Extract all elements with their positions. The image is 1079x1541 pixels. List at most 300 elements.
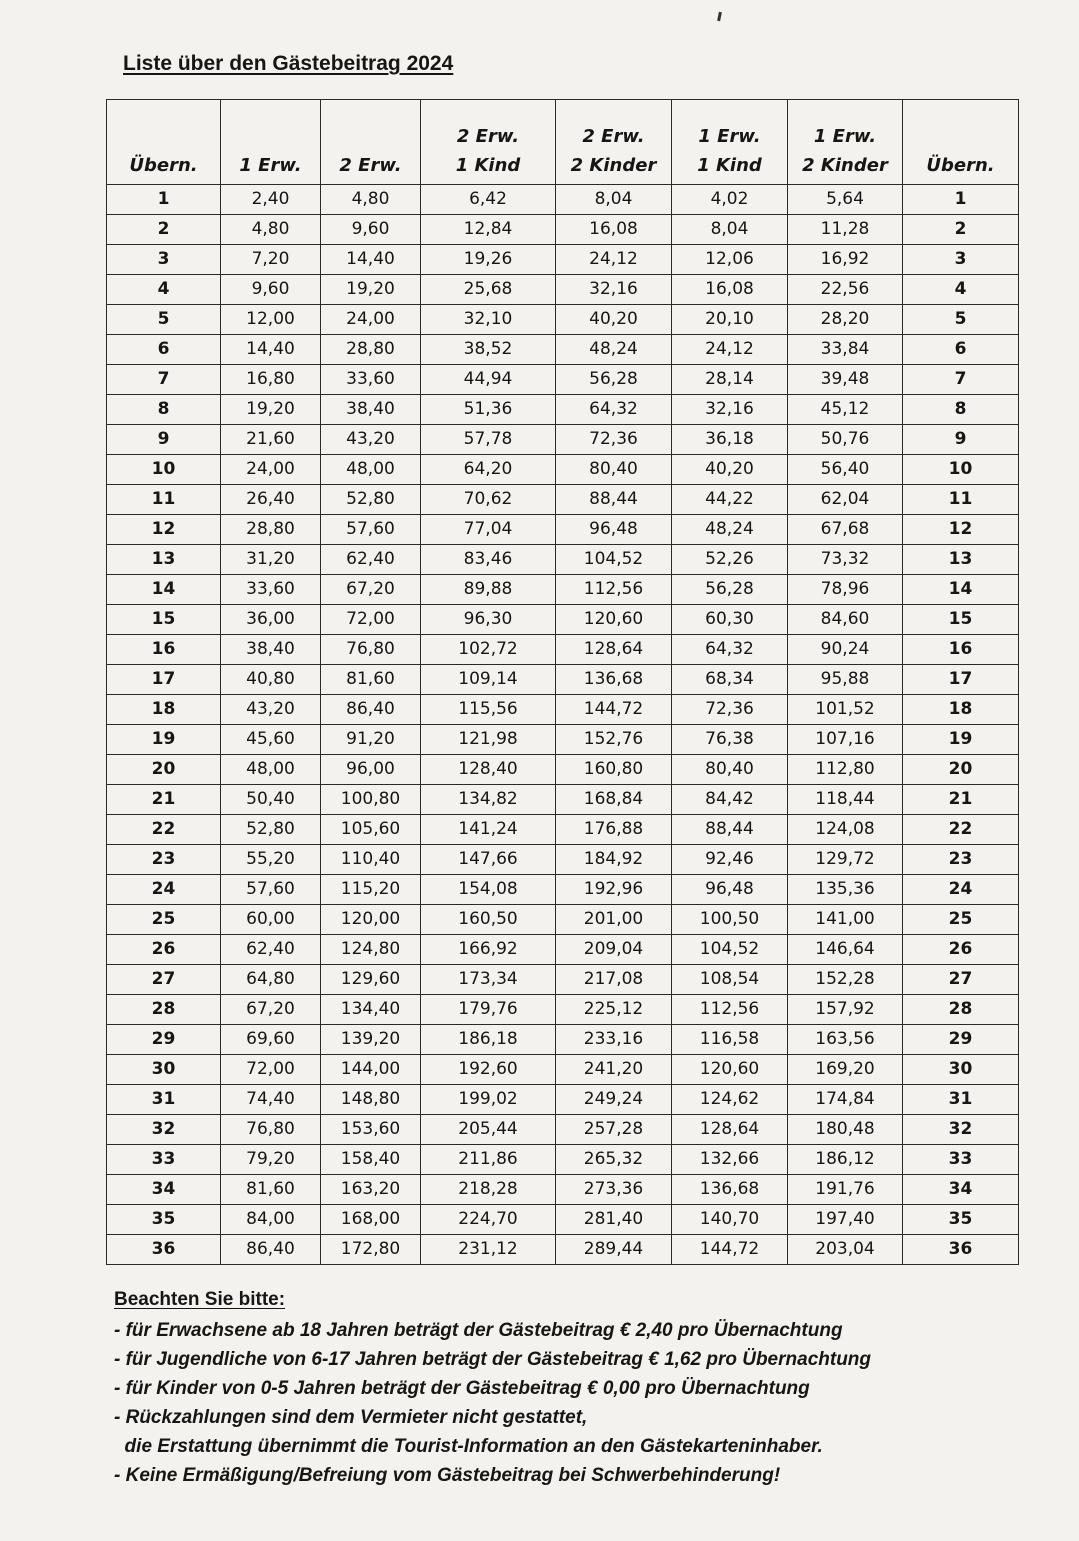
fee-cell: 120,60 xyxy=(556,605,672,635)
fee-cell: 96,30 xyxy=(421,605,556,635)
fee-cell: 146,64 xyxy=(788,935,903,965)
table-row xyxy=(107,245,1019,275)
notes-section xyxy=(114,1289,1044,1490)
fee-cell: 144,00 xyxy=(321,1055,421,1085)
fee-cell: 14,40 xyxy=(221,335,321,365)
fee-cell: 80,40 xyxy=(672,755,788,785)
table-row xyxy=(107,1205,1019,1235)
fee-cell: 48,00 xyxy=(321,455,421,485)
fee-cell: 86,40 xyxy=(321,695,421,725)
fee-cell: 128,64 xyxy=(672,1115,788,1145)
fee-cell: 132,66 xyxy=(672,1145,788,1175)
fee-cell: 64,32 xyxy=(556,395,672,425)
fee-cell: 6,42 xyxy=(421,185,556,215)
nights-cell: 17 xyxy=(903,665,1019,695)
fee-cell: 19,20 xyxy=(221,395,321,425)
fee-cell: 76,80 xyxy=(221,1115,321,1145)
header-2-adults-1-child: 2 Erw. 1 Kind xyxy=(421,100,556,185)
nights-cell: 5 xyxy=(903,305,1019,335)
fee-cell: 134,82 xyxy=(421,785,556,815)
nights-cell: 21 xyxy=(107,785,221,815)
fee-cell: 224,70 xyxy=(421,1205,556,1235)
nights-cell: 20 xyxy=(903,755,1019,785)
fee-cell: 33,60 xyxy=(321,365,421,395)
table-row xyxy=(107,875,1019,905)
table-row xyxy=(107,215,1019,245)
fee-cell: 73,32 xyxy=(788,545,903,575)
fee-cell: 2,40 xyxy=(221,185,321,215)
fee-cell: 249,24 xyxy=(556,1085,672,1115)
nights-cell: 6 xyxy=(107,335,221,365)
fee-cell: 179,76 xyxy=(421,995,556,1025)
fee-cell: 158,40 xyxy=(321,1145,421,1175)
fee-cell: 12,84 xyxy=(421,215,556,245)
fee-cell: 141,24 xyxy=(421,815,556,845)
fee-cell: 28,20 xyxy=(788,305,903,335)
nights-cell: 36 xyxy=(903,1235,1019,1265)
fee-cell: 201,00 xyxy=(556,905,672,935)
fee-cell: 19,20 xyxy=(321,275,421,305)
nights-cell: 35 xyxy=(107,1205,221,1235)
nights-cell: 2 xyxy=(903,215,1019,245)
header-2-adults-2-children: 2 Erw. 2 Kinder xyxy=(556,100,672,185)
fee-cell: 40,20 xyxy=(672,455,788,485)
fee-cell: 121,98 xyxy=(421,725,556,755)
nights-cell: 10 xyxy=(107,455,221,485)
nights-cell: 24 xyxy=(107,875,221,905)
nights-cell: 28 xyxy=(903,995,1019,1025)
table-row xyxy=(107,1175,1019,1205)
table-row xyxy=(107,905,1019,935)
fee-cell: 105,60 xyxy=(321,815,421,845)
fee-cell: 100,50 xyxy=(672,905,788,935)
fee-cell: 110,40 xyxy=(321,845,421,875)
header-1-adult-2-children: 1 Erw. 2 Kinder xyxy=(788,100,903,185)
table-row xyxy=(107,665,1019,695)
fee-cell: 118,44 xyxy=(788,785,903,815)
fee-cell: 144,72 xyxy=(556,695,672,725)
fee-cell: 38,52 xyxy=(421,335,556,365)
fee-cell: 32,16 xyxy=(672,395,788,425)
table-row xyxy=(107,305,1019,335)
fee-cell: 9,60 xyxy=(221,275,321,305)
note-item: - für Jugendliche von 6-17 Jahren beträgt der Gästebeitrag € 1,62 pro Übernachtung xyxy=(114,1349,872,1370)
fee-cell: 79,20 xyxy=(221,1145,321,1175)
fee-cell: 163,56 xyxy=(788,1025,903,1055)
fee-cell: 24,12 xyxy=(672,335,788,365)
fee-cell: 120,60 xyxy=(672,1055,788,1085)
table-row xyxy=(107,995,1019,1025)
table-row xyxy=(107,1025,1019,1055)
fee-cell: 56,40 xyxy=(788,455,903,485)
fee-cell: 62,40 xyxy=(221,935,321,965)
table-row xyxy=(107,785,1019,815)
fee-cell: 20,10 xyxy=(672,305,788,335)
note-item: - Rückzahlungen sind dem Vermieter nicht gestattet, xyxy=(114,1407,588,1428)
fee-cell: 168,84 xyxy=(556,785,672,815)
fee-cell: 56,28 xyxy=(672,575,788,605)
fee-cell: 102,72 xyxy=(421,635,556,665)
fee-cell: 45,60 xyxy=(221,725,321,755)
fee-cell: 28,14 xyxy=(672,365,788,395)
fee-cell: 76,80 xyxy=(321,635,421,665)
fee-cell: 64,32 xyxy=(672,635,788,665)
fee-cell: 199,02 xyxy=(421,1085,556,1115)
fee-cell: 96,48 xyxy=(672,875,788,905)
fee-cell: 104,52 xyxy=(672,935,788,965)
fee-cell: 218,28 xyxy=(421,1175,556,1205)
fee-cell: 153,60 xyxy=(321,1115,421,1145)
fee-cell: 52,80 xyxy=(221,815,321,845)
nights-cell: 34 xyxy=(107,1175,221,1205)
fee-cell: 192,96 xyxy=(556,875,672,905)
nights-cell: 8 xyxy=(903,395,1019,425)
nights-cell: 11 xyxy=(903,485,1019,515)
fee-cell: 26,40 xyxy=(221,485,321,515)
fee-cell: 108,54 xyxy=(672,965,788,995)
fee-cell: 186,12 xyxy=(788,1145,903,1175)
nights-cell: 32 xyxy=(903,1115,1019,1145)
table-row xyxy=(107,485,1019,515)
fee-cell: 241,20 xyxy=(556,1055,672,1085)
header-1-adult: 1 Erw. xyxy=(221,100,321,185)
note-item: - für Erwachsene ab 18 Jahren beträgt der Gästebeitrag € 2,40 pro Übernachtung xyxy=(114,1320,843,1341)
fee-cell: 141,00 xyxy=(788,905,903,935)
table-row xyxy=(107,605,1019,635)
fee-cell: 128,40 xyxy=(421,755,556,785)
nights-cell: 6 xyxy=(903,335,1019,365)
fee-cell: 11,28 xyxy=(788,215,903,245)
fee-cell: 56,28 xyxy=(556,365,672,395)
fee-cell: 172,80 xyxy=(321,1235,421,1265)
fee-cell: 90,24 xyxy=(788,635,903,665)
fee-cell: 140,70 xyxy=(672,1205,788,1235)
nights-cell: 10 xyxy=(903,455,1019,485)
fee-cell: 50,40 xyxy=(221,785,321,815)
fee-cell: 136,68 xyxy=(556,665,672,695)
fee-cell: 24,00 xyxy=(221,455,321,485)
nights-cell: 20 xyxy=(107,755,221,785)
nights-cell: 33 xyxy=(903,1145,1019,1175)
table-row xyxy=(107,425,1019,455)
fee-cell: 28,80 xyxy=(221,515,321,545)
fee-cell: 257,28 xyxy=(556,1115,672,1145)
nights-cell: 22 xyxy=(107,815,221,845)
fee-cell: 16,80 xyxy=(221,365,321,395)
nights-cell: 4 xyxy=(107,275,221,305)
table-row xyxy=(107,695,1019,725)
fee-cell: 24,12 xyxy=(556,245,672,275)
nights-cell: 25 xyxy=(107,905,221,935)
fee-cell: 8,04 xyxy=(556,185,672,215)
fee-cell: 96,48 xyxy=(556,515,672,545)
fee-cell: 68,34 xyxy=(672,665,788,695)
fee-cell: 48,24 xyxy=(556,335,672,365)
fee-cell: 8,04 xyxy=(672,215,788,245)
table-row xyxy=(107,515,1019,545)
table-row xyxy=(107,335,1019,365)
fee-cell: 51,36 xyxy=(421,395,556,425)
fee-cell: 4,02 xyxy=(672,185,788,215)
fee-cell: 4,80 xyxy=(321,185,421,215)
nights-cell: 31 xyxy=(903,1085,1019,1115)
fee-cell: 44,94 xyxy=(421,365,556,395)
table-row xyxy=(107,1145,1019,1175)
fee-cell: 225,12 xyxy=(556,995,672,1025)
fee-cell: 62,40 xyxy=(321,545,421,575)
fee-cell: 57,78 xyxy=(421,425,556,455)
note-item: - für Kinder von 0-5 Jahren beträgt der Gästebeitrag € 0,00 pro Übernachtung xyxy=(114,1378,810,1399)
fee-cell: 69,60 xyxy=(221,1025,321,1055)
nights-cell: 18 xyxy=(107,695,221,725)
nights-cell: 16 xyxy=(107,635,221,665)
fee-cell: 168,00 xyxy=(321,1205,421,1235)
nights-cell: 3 xyxy=(903,245,1019,275)
fee-cell: 81,60 xyxy=(321,665,421,695)
nights-cell: 13 xyxy=(903,545,1019,575)
fee-cell: 174,84 xyxy=(788,1085,903,1115)
fee-cell: 163,20 xyxy=(321,1175,421,1205)
nights-cell: 36 xyxy=(107,1235,221,1265)
fee-cell: 40,20 xyxy=(556,305,672,335)
fee-cell: 104,52 xyxy=(556,545,672,575)
nights-cell: 30 xyxy=(107,1055,221,1085)
table-row xyxy=(107,1115,1019,1145)
stray-mark xyxy=(717,12,722,21)
fee-cell: 9,60 xyxy=(321,215,421,245)
fee-cell: 72,00 xyxy=(321,605,421,635)
table-row xyxy=(107,1055,1019,1085)
table-body xyxy=(107,185,1019,1265)
fee-cell: 64,20 xyxy=(421,455,556,485)
fee-cell: 70,62 xyxy=(421,485,556,515)
fee-cell: 50,76 xyxy=(788,425,903,455)
fee-cell: 107,16 xyxy=(788,725,903,755)
fee-cell: 124,62 xyxy=(672,1085,788,1115)
nights-cell: 33 xyxy=(107,1145,221,1175)
nights-cell: 27 xyxy=(903,965,1019,995)
nights-cell: 14 xyxy=(903,575,1019,605)
nights-cell: 32 xyxy=(107,1115,221,1145)
table-row xyxy=(107,455,1019,485)
fee-cell: 176,88 xyxy=(556,815,672,845)
fee-cell: 273,36 xyxy=(556,1175,672,1205)
fee-cell: 38,40 xyxy=(321,395,421,425)
fee-cell: 45,12 xyxy=(788,395,903,425)
fee-cell: 24,00 xyxy=(321,305,421,335)
nights-cell: 23 xyxy=(903,845,1019,875)
nights-cell: 28 xyxy=(107,995,221,1025)
fee-cell: 22,56 xyxy=(788,275,903,305)
fee-cell: 32,10 xyxy=(421,305,556,335)
nights-cell: 31 xyxy=(107,1085,221,1115)
fee-cell: 4,80 xyxy=(221,215,321,245)
fee-cell: 84,00 xyxy=(221,1205,321,1235)
nights-cell: 4 xyxy=(903,275,1019,305)
fee-cell: 203,04 xyxy=(788,1235,903,1265)
nights-cell: 27 xyxy=(107,965,221,995)
fee-cell: 197,40 xyxy=(788,1205,903,1235)
fee-cell: 72,36 xyxy=(672,695,788,725)
nights-cell: 3 xyxy=(107,245,221,275)
fee-cell: 231,12 xyxy=(421,1235,556,1265)
nights-cell: 14 xyxy=(107,575,221,605)
fee-cell: 148,80 xyxy=(321,1085,421,1115)
header-nights-left: Übern. xyxy=(107,100,221,185)
fee-cell: 67,20 xyxy=(221,995,321,1025)
fee-cell: 233,16 xyxy=(556,1025,672,1055)
nights-cell: 24 xyxy=(903,875,1019,905)
nights-cell: 23 xyxy=(107,845,221,875)
nights-cell: 30 xyxy=(903,1055,1019,1085)
fee-cell: 128,64 xyxy=(556,635,672,665)
fee-cell: 31,20 xyxy=(221,545,321,575)
table-row xyxy=(107,575,1019,605)
fee-cell: 36,18 xyxy=(672,425,788,455)
fee-cell: 120,00 xyxy=(321,905,421,935)
table-header-row xyxy=(107,100,1019,185)
fee-cell: 95,88 xyxy=(788,665,903,695)
fee-cell: 76,38 xyxy=(672,725,788,755)
nights-cell: 26 xyxy=(903,935,1019,965)
nights-cell: 18 xyxy=(903,695,1019,725)
fee-cell: 72,00 xyxy=(221,1055,321,1085)
nights-cell: 22 xyxy=(903,815,1019,845)
fee-cell: 60,00 xyxy=(221,905,321,935)
fee-cell: 78,96 xyxy=(788,575,903,605)
fee-cell: 48,00 xyxy=(221,755,321,785)
fee-cell: 124,80 xyxy=(321,935,421,965)
fee-cell: 139,20 xyxy=(321,1025,421,1055)
table-row xyxy=(107,965,1019,995)
nights-cell: 2 xyxy=(107,215,221,245)
fee-cell: 217,08 xyxy=(556,965,672,995)
fee-cell: 281,40 xyxy=(556,1205,672,1235)
fee-cell: 83,46 xyxy=(421,545,556,575)
nights-cell: 5 xyxy=(107,305,221,335)
fee-cell: 16,08 xyxy=(556,215,672,245)
fee-cell: 44,22 xyxy=(672,485,788,515)
fee-cell: 115,20 xyxy=(321,875,421,905)
note-item: - Keine Ermäßigung/Befreiung vom Gästebeitrag bei Schwerbehinderung! xyxy=(114,1465,781,1486)
nights-cell: 12 xyxy=(107,515,221,545)
nights-cell: 9 xyxy=(903,425,1019,455)
nights-cell: 1 xyxy=(903,185,1019,215)
fee-cell: 57,60 xyxy=(221,875,321,905)
nights-cell: 19 xyxy=(903,725,1019,755)
fee-cell: 36,00 xyxy=(221,605,321,635)
fee-cell: 14,40 xyxy=(321,245,421,275)
table-row xyxy=(107,1085,1019,1115)
fee-cell: 136,68 xyxy=(672,1175,788,1205)
fee-cell: 5,64 xyxy=(788,185,903,215)
fee-cell: 192,60 xyxy=(421,1055,556,1085)
fee-cell: 169,20 xyxy=(788,1055,903,1085)
note-item: die Erstattung übernimmt die Tourist-Information an den Gästekarteninhaber. xyxy=(114,1436,823,1457)
table-row xyxy=(107,275,1019,305)
fee-cell: 101,52 xyxy=(788,695,903,725)
fee-cell: 60,30 xyxy=(672,605,788,635)
fee-cell: 186,18 xyxy=(421,1025,556,1055)
fee-cell: 67,68 xyxy=(788,515,903,545)
notes-title: Beachten Sie bitte: xyxy=(114,1289,286,1310)
fee-cell: 74,40 xyxy=(221,1085,321,1115)
nights-cell: 1 xyxy=(107,185,221,215)
fee-cell: 115,56 xyxy=(421,695,556,725)
fee-cell: 157,92 xyxy=(788,995,903,1025)
table-row xyxy=(107,635,1019,665)
fee-cell: 88,44 xyxy=(556,485,672,515)
nights-cell: 11 xyxy=(107,485,221,515)
fee-cell: 16,08 xyxy=(672,275,788,305)
page-title: Liste über den Gästebeitrag 2024 xyxy=(123,52,454,75)
fee-cell: 38,40 xyxy=(221,635,321,665)
nights-cell: 29 xyxy=(903,1025,1019,1055)
fee-cell: 184,92 xyxy=(556,845,672,875)
fee-cell: 43,20 xyxy=(321,425,421,455)
table-row xyxy=(107,545,1019,575)
fee-cell: 173,34 xyxy=(421,965,556,995)
fee-cell: 129,60 xyxy=(321,965,421,995)
fee-cell: 80,40 xyxy=(556,455,672,485)
fee-cell: 134,40 xyxy=(321,995,421,1025)
fee-cell: 124,08 xyxy=(788,815,903,845)
fee-cell: 265,32 xyxy=(556,1145,672,1175)
fee-cell: 88,44 xyxy=(672,815,788,845)
fee-cell: 64,80 xyxy=(221,965,321,995)
fee-cell: 16,92 xyxy=(788,245,903,275)
table-row xyxy=(107,395,1019,425)
nights-cell: 19 xyxy=(107,725,221,755)
table-row xyxy=(107,935,1019,965)
nights-cell: 35 xyxy=(903,1205,1019,1235)
fee-cell: 166,92 xyxy=(421,935,556,965)
nights-cell: 34 xyxy=(903,1175,1019,1205)
nights-cell: 12 xyxy=(903,515,1019,545)
fee-cell: 152,76 xyxy=(556,725,672,755)
table-row xyxy=(107,815,1019,845)
fee-cell: 289,44 xyxy=(556,1235,672,1265)
fee-cell: 160,50 xyxy=(421,905,556,935)
table-row xyxy=(107,725,1019,755)
nights-cell: 29 xyxy=(107,1025,221,1055)
nights-cell: 15 xyxy=(107,605,221,635)
fee-cell: 100,80 xyxy=(321,785,421,815)
fee-cell: 109,14 xyxy=(421,665,556,695)
fee-cell: 43,20 xyxy=(221,695,321,725)
table-row xyxy=(107,1235,1019,1265)
fee-cell: 81,60 xyxy=(221,1175,321,1205)
nights-cell: 15 xyxy=(903,605,1019,635)
nights-cell: 7 xyxy=(903,365,1019,395)
table-row xyxy=(107,365,1019,395)
fee-cell: 67,20 xyxy=(321,575,421,605)
fee-cell: 32,16 xyxy=(556,275,672,305)
fee-cell: 7,20 xyxy=(221,245,321,275)
fee-cell: 96,00 xyxy=(321,755,421,785)
fee-cell: 52,26 xyxy=(672,545,788,575)
fee-cell: 86,40 xyxy=(221,1235,321,1265)
fee-cell: 48,24 xyxy=(672,515,788,545)
guest-fee-table xyxy=(106,99,1019,1265)
notes-list xyxy=(114,1316,1044,1490)
fee-cell: 25,68 xyxy=(421,275,556,305)
header-nights-right: Übern. xyxy=(903,100,1019,185)
nights-cell: 26 xyxy=(107,935,221,965)
fee-cell: 57,60 xyxy=(321,515,421,545)
fee-cell: 84,60 xyxy=(788,605,903,635)
fee-cell: 152,28 xyxy=(788,965,903,995)
